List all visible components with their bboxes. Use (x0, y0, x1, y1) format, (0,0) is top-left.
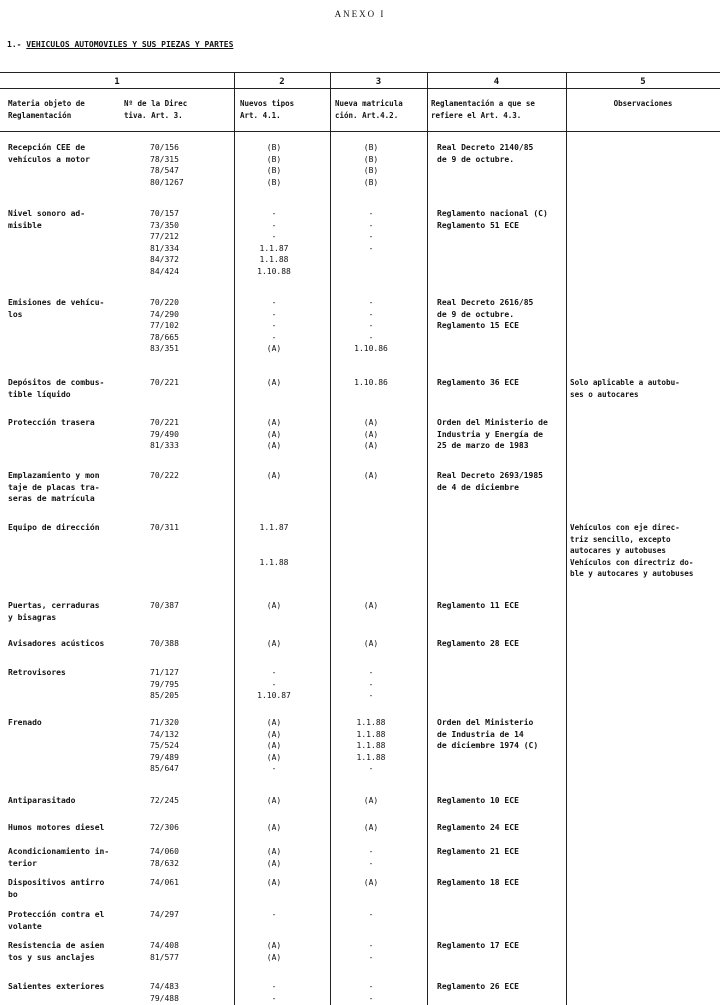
row-directiva: 74/408 81/577 (150, 941, 179, 962)
row-reglamentacion: Real Decreto 2140/85 de 9 de octubre. (437, 143, 534, 164)
section-title-text: VEHICULOS AUTOMOVILES Y SUS PIEZAS Y PARTES (26, 40, 234, 49)
column-header-materia: Materia objeto de Reglamentación (8, 99, 85, 120)
row-nuevos-tipos: (A) (A) (266, 847, 282, 868)
row-nuevos-tipos: (A) (A) (266, 941, 282, 962)
row-reglamentacion: Reglamento 36 ECE (437, 378, 519, 387)
row-nuevos-tipos: (A) (266, 639, 282, 648)
column-header-reglamentacion: Reglamentación a que se refiere el Art. 4.3. (431, 99, 535, 120)
row-reglamentacion: Reglamento 28 ECE (437, 639, 519, 648)
row-materia: Protección contra el volante (8, 910, 105, 931)
row-nueva-matriculacion: (A) (363, 471, 379, 480)
row-nueva-matriculacion: (A) (363, 823, 379, 832)
row-directiva: 70/221 (150, 378, 179, 387)
row-directiva: 70/157 73/350 77/212 81/334 84/372 84/424 (150, 209, 179, 276)
row-materia: Antiparasitado (8, 796, 76, 805)
row-directiva: 74/483 79/488 (150, 982, 179, 1003)
column-divider (566, 72, 567, 1005)
column-header-nueva-matriculacion: Nueva matricula ción. Art.4.2. (335, 99, 403, 120)
row-reglamentacion: Reglamento 26 ECE (437, 982, 519, 991)
row-directiva: 72/245 (150, 796, 179, 805)
row-reglamentacion: Reglamento nacional (C) Reglamento 51 ECE (437, 209, 548, 230)
row-reglamentacion: Reglamento 10 ECE (437, 796, 519, 805)
row-directiva: 74/060 78/632 (150, 847, 179, 868)
row-directiva: 74/297 (150, 910, 179, 919)
row-nueva-matriculacion: - - - - 1.10.86 (354, 298, 388, 354)
column-number: 4 (493, 77, 500, 87)
row-nuevos-tipos: (A) (266, 823, 282, 832)
column-header-directiva: Nº de la Direc tiva. Art. 3. (124, 99, 188, 120)
row-materia: Protección trasera (8, 418, 95, 427)
row-reglamentacion: Real Decreto 2693/1985 de 4 de diciembre (437, 471, 543, 492)
row-nuevos-tipos: - - 1.10.87 (257, 668, 291, 701)
row-nuevos-tipos: (A) (266, 878, 282, 887)
row-directiva: 72/306 (150, 823, 179, 832)
row-directiva: 70/388 (150, 639, 179, 648)
row-reglamentacion: Reglamento 21 ECE (437, 847, 519, 856)
row-directiva: 70/222 (150, 471, 179, 480)
column-divider (234, 72, 235, 1005)
row-directiva: 71/320 74/132 75/524 79/489 85/647 (150, 718, 179, 774)
row-materia: Equipo de dirección (8, 523, 100, 532)
row-nueva-matriculacion: - - (368, 982, 374, 1003)
row-nueva-matriculacion: (B) (B) (B) (B) (363, 143, 379, 187)
row-nueva-matriculacion: 1.1.88 1.1.88 1.1.88 1.1.88 - (356, 718, 386, 774)
column-number: 2 (279, 77, 285, 87)
column-number: 1 (114, 77, 120, 87)
row-nuevos-tipos: (A) (A) (A) (A) - (266, 718, 282, 774)
table-top-border (0, 72, 720, 73)
row-reglamentacion: Reglamento 17 ECE (437, 941, 519, 950)
row-materia: Retrovisores (8, 668, 66, 677)
row-observaciones: Solo aplicable a autobu- ses o autocares (570, 378, 680, 399)
column-number-divider (0, 88, 720, 89)
page-header: ANEXO I (334, 9, 386, 19)
regulation-table (0, 72, 720, 1005)
section-number: 1.- (7, 40, 22, 49)
row-nuevos-tipos: - - (271, 982, 277, 1003)
row-nuevos-tipos: - - - - (A) (266, 298, 282, 354)
row-nueva-matriculacion: (A) (363, 601, 379, 610)
row-directiva: 74/061 (150, 878, 179, 887)
column-header-observaciones: Observaciones (613, 99, 673, 108)
row-materia: Emplazamiento y mon taje de placas tra- seras de matrícula (8, 471, 100, 504)
column-number: 3 (375, 77, 382, 87)
row-materia: Dispositivos antirro bo (8, 878, 105, 899)
row-materia: Avisadores acústicos (8, 639, 105, 648)
column-number: 5 (640, 77, 646, 87)
row-nueva-matriculacion: 1.10.86 (354, 378, 388, 387)
row-nuevos-tipos: (B) (B) (B) (B) (266, 143, 282, 187)
row-materia: Resistencia de asien tos y sus anclajes (8, 941, 105, 962)
row-directiva: 70/156 78/315 78/547 80/1267 (150, 143, 184, 187)
row-nueva-matriculacion: - - (368, 941, 374, 962)
row-nueva-matriculacion: (A) (363, 878, 379, 887)
header-bottom-border (0, 131, 720, 132)
row-reglamentacion: Real Decreto 2616/85 de 9 de octubre. Reglamento 15 ECE (437, 298, 534, 331)
column-divider (330, 72, 331, 1005)
row-nueva-matriculacion: (A) (363, 639, 379, 648)
row-nuevos-tipos: - (271, 910, 277, 919)
row-reglamentacion: Orden del Ministerio de Industria y Energía de 25 de marzo de 1983 (437, 418, 548, 451)
row-reglamentacion: Orden del Ministerio de Industria de 14 de diciembre 1974 (C) (437, 718, 539, 751)
row-materia: Humos motores diesel (8, 823, 105, 832)
row-directiva: 70/221 79/490 81/333 (150, 418, 179, 451)
row-nueva-matriculacion: - - - (368, 668, 374, 701)
row-materia: Nivel sonoro ad- misible (8, 209, 86, 230)
row-directiva: 70/387 (150, 601, 179, 610)
row-nueva-matriculacion: (A) (A) (A) (363, 418, 379, 451)
row-materia: Acondicionamiento in- terior (8, 847, 110, 868)
row-nuevos-tipos: 1.1.87 1.1.88 (259, 523, 289, 567)
row-materia: Puertas, cerraduras y bisagras (8, 601, 100, 622)
row-directiva: 70/311 (150, 523, 179, 532)
row-nuevos-tipos: (A) (266, 601, 282, 610)
column-header-nuevos-tipos: Nuevos tipos Art. 4.1. (240, 99, 295, 120)
row-materia: Depósitos de combus- tible líquido (8, 378, 105, 399)
row-nueva-matriculacion: - - - - (368, 209, 374, 253)
row-reglamentacion: Reglamento 18 ECE (437, 878, 519, 887)
row-nuevos-tipos: - - - 1.1.87 1.1.88 1.10.88 (257, 209, 291, 276)
row-observaciones: Vehículos con eje direc- triz sencillo, excepto autocares y autobuses Vehículos con directriz do- ble y autocares y autobuses (570, 523, 694, 579)
row-materia: Salientes exteriores (8, 982, 105, 991)
row-directiva: 71/127 79/795 85/205 (150, 668, 179, 701)
row-nuevos-tipos: (A) (266, 796, 282, 805)
row-materia: Frenado (8, 718, 42, 727)
row-materia: Emisiones de vehícu- los (8, 298, 105, 319)
row-directiva: 70/220 74/290 77/102 78/665 83/351 (150, 298, 179, 354)
row-nueva-matriculacion: (A) (363, 796, 379, 805)
row-nuevos-tipos: (A) (266, 471, 282, 480)
row-nuevos-tipos: (A) (A) (A) (266, 418, 282, 451)
row-reglamentacion: Reglamento 11 ECE (437, 601, 519, 610)
row-materia: Recepción CEE de vehículos a motor (8, 143, 90, 164)
row-nueva-matriculacion: - (368, 910, 374, 919)
row-nuevos-tipos: (A) (266, 378, 282, 387)
row-nueva-matriculacion: - - (368, 847, 374, 868)
row-reglamentacion: Reglamento 24 ECE (437, 823, 519, 832)
section-title (7, 40, 233, 49)
column-divider (427, 72, 428, 1005)
